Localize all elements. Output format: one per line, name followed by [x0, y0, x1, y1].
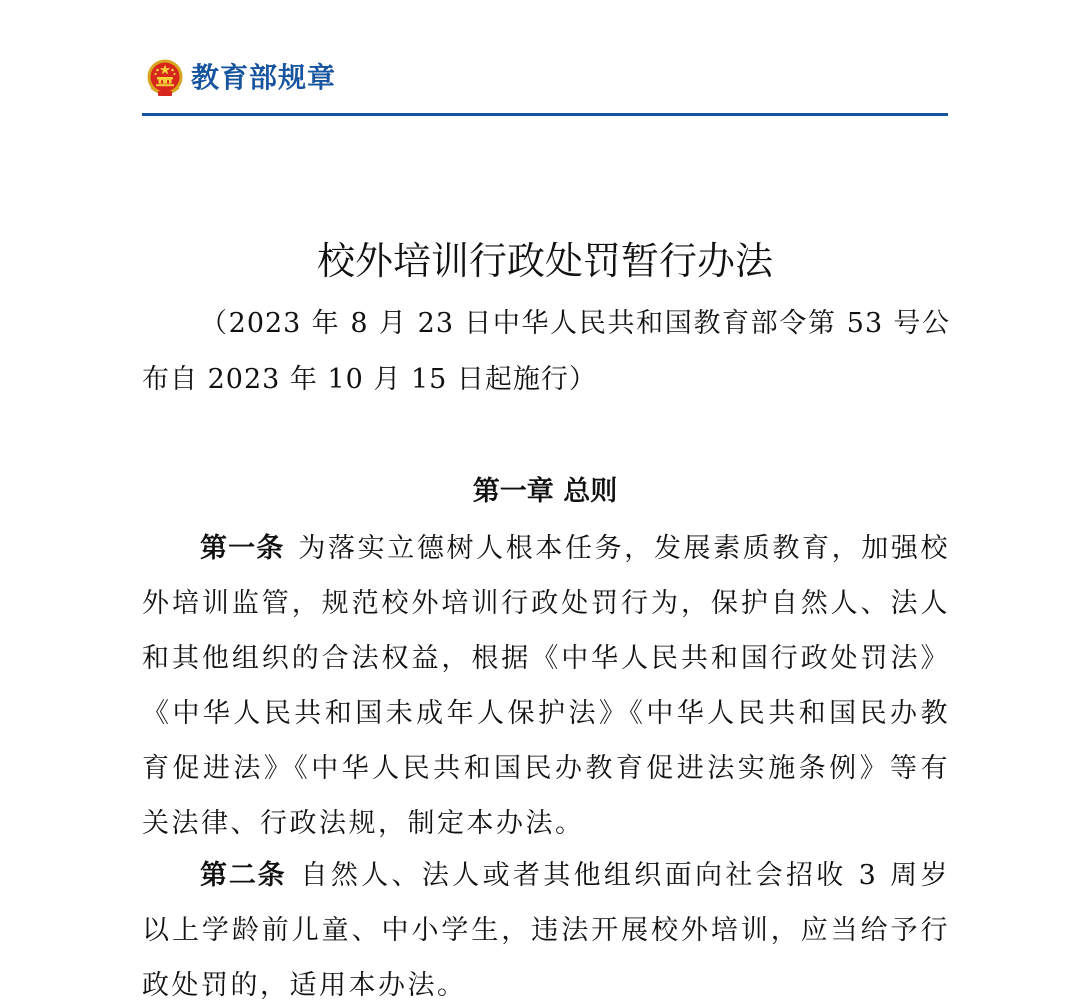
- article-paragraph: [142, 521, 950, 851]
- article-text: 为落实立德树人根本任务，发展素质教育，加强校外培训监管，规范校外培训行政处罚行为，保护自然人、法人和其他组织的合法权益，根据《中华人民共和国行政处罚法》《中华人民共和国未成年人保护法》《中华人民共和国民办教育促进法》《中华人民共和国民办教育促进法实施条例》等有关法律、行政法规，制定本办法。: [142, 533, 950, 839]
- publication-note: （2023 年 8 月 23 日中华人民共和国教育部令第 53 号公布自 2023 年 10 月 15 日起施行）: [142, 308, 950, 395]
- chapter-heading: 第一章 总则: [472, 476, 618, 507]
- article-label: 第一条: [200, 533, 285, 564]
- header-divider: [142, 113, 948, 116]
- national-emblem-icon: [146, 58, 184, 98]
- header-title: 教育部规章: [191, 61, 337, 94]
- document-title: 校外培训行政处罚暂行办法: [316, 239, 773, 283]
- article-label: 第二条: [200, 860, 287, 891]
- article-text: 自然人、法人或者其他组织面向社会招收 3 周岁以上学龄前儿童、中小学生，违法开展校外培训，应当给予行政处罚的，适用本办法。: [142, 860, 951, 1001]
- article-paragraph: [142, 848, 950, 1008]
